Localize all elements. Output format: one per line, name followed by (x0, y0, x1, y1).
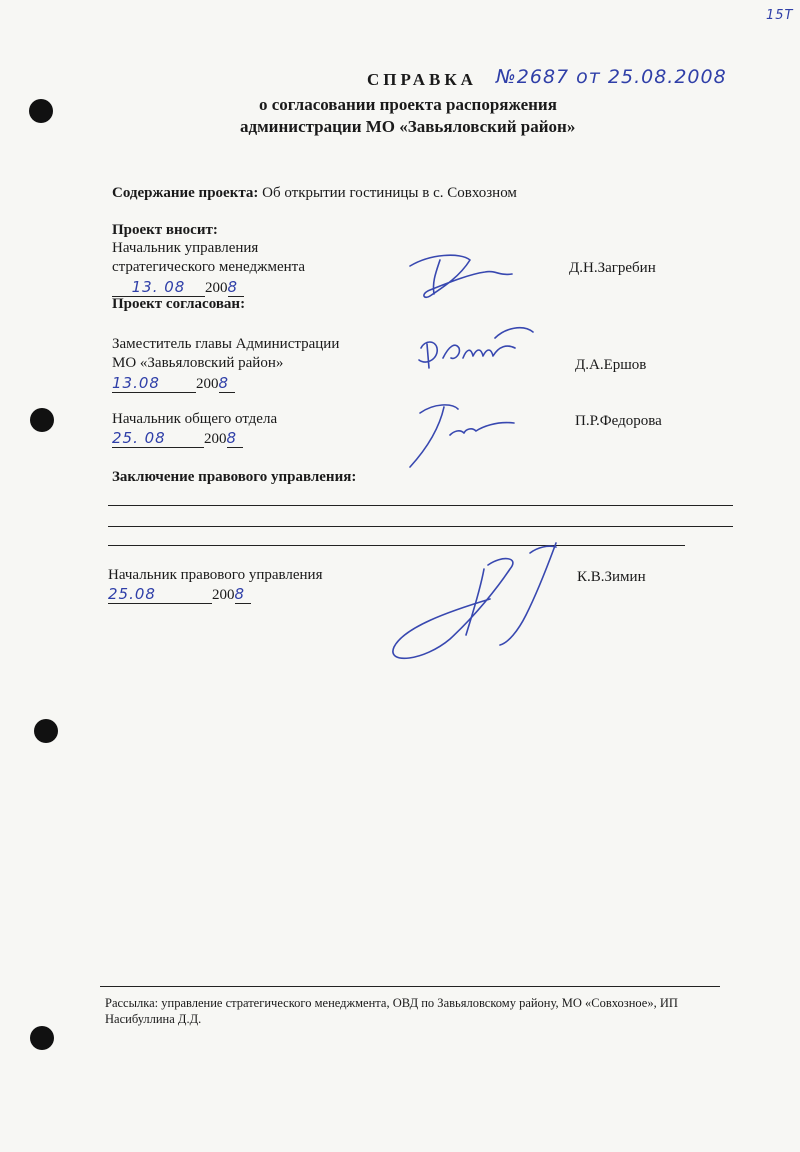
project-content-label: Содержание проекта: (112, 185, 259, 201)
signer-1-year-printed: 200 (196, 376, 219, 392)
distribution-separator (100, 986, 720, 987)
signer-1-name: Д.А.Ершов (575, 357, 647, 373)
project-content-value: Об открытии гостиницы в с. Совхозном (262, 185, 517, 201)
punch-hole-2 (30, 408, 54, 432)
submitter-position-line2: стратегического менеджмента (112, 259, 306, 275)
signer-2-date-handwritten: 25. 08 (112, 429, 204, 448)
legal-position: Начальник правового управления (108, 567, 323, 583)
document-subtitle-line2: администрации МО «Завьяловский район» (240, 117, 576, 136)
legal-date (108, 585, 251, 604)
submitter-date-handwritten: 13. 08 (112, 278, 205, 297)
corner-note: 15Т (766, 8, 794, 23)
legal-blank-line-2 (108, 526, 733, 527)
submitter-position-line1: Начальник управления (112, 240, 259, 256)
signature-ershov (415, 318, 545, 378)
handwritten-registration-number: №2687 от 25.08.2008 (496, 66, 727, 88)
signer-1-position-line2: МО «Завьяловский район» (112, 355, 284, 371)
project-content (112, 185, 517, 202)
legal-year-handwritten: 8 (235, 585, 251, 604)
signer-1-year-handwritten: 8 (219, 374, 235, 393)
legal-heading: Заключение правового управления: (112, 469, 357, 485)
submitter-year-printed: 200 (205, 280, 228, 296)
signer-1-date (112, 374, 235, 393)
submitter-date (112, 278, 244, 297)
signer-1-position-line1: Заместитель главы Администрации (112, 336, 340, 352)
legal-blank-line-1 (108, 505, 733, 506)
agreed-heading: Проект согласован: (112, 296, 246, 312)
signature-fedorova (400, 395, 530, 475)
document-subtitle-line1: о согласовании проекта распоряжения (259, 95, 557, 114)
submitter-year-handwritten: 8 (228, 278, 244, 297)
signer-2-position-line1: Начальник общего отдела (112, 411, 278, 427)
signer-2-date (112, 429, 243, 448)
distribution-line-2: Насибуллина Д.Д. (105, 1012, 202, 1026)
signer-2-year-handwritten: 8 (227, 429, 243, 448)
legal-date-handwritten: 25.08 (108, 585, 212, 604)
punch-hole-4 (30, 1026, 54, 1050)
submitter-heading: Проект вносит: (112, 222, 218, 238)
punch-hole-1 (29, 99, 53, 123)
signer-1-date-handwritten: 13.08 (112, 374, 196, 393)
document-title: СПРАВКА (367, 70, 477, 89)
signature-zagrebin (400, 246, 530, 306)
legal-year-printed: 200 (212, 587, 235, 603)
signature-zimin (380, 535, 580, 665)
legal-name: К.В.Зимин (577, 569, 646, 585)
punch-hole-3 (34, 719, 58, 743)
signer-2-name: П.Р.Федорова (575, 413, 662, 429)
distribution-line-1: Рассылка: управление стратегического менеджмента, ОВД по Завьяловскому району, МО «Совхозное», ИП (105, 996, 678, 1010)
submitter-name: Д.Н.Загребин (569, 260, 656, 276)
signer-2-year-printed: 200 (204, 431, 227, 447)
